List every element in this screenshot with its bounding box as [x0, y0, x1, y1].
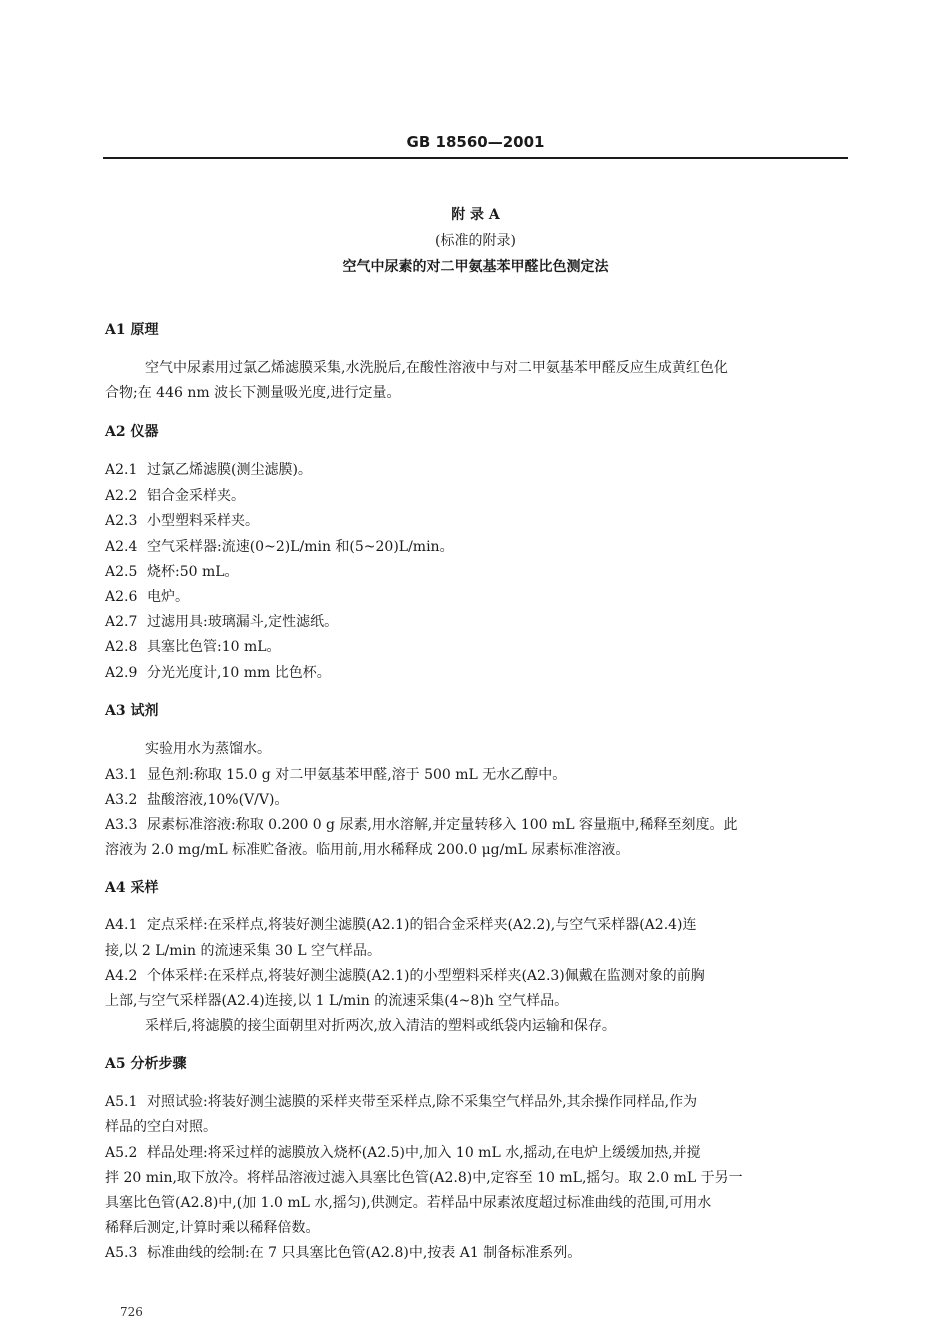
a5-3-line-1: [105, 1246, 581, 1260]
item-text: 铝合金采样夹。: [147, 488, 245, 504]
a2-item: [105, 590, 189, 604]
a3-3-continuation: 溶液为 2.0 mg/mL 标准贮备液。临用前,用水稀释成 200.0 μg/mL 尿素标准溶液。: [105, 842, 630, 858]
a4-after: 采样后,将滤膜的接尘面朝里对折两次,放入清洁的塑料或纸袋内运输和保存。: [145, 1018, 616, 1034]
a2-item: [105, 540, 454, 554]
a4-2-line-1: [105, 969, 705, 983]
a2-item: [105, 489, 245, 503]
a3-intro: 实验用水为蒸馏水。: [145, 741, 271, 757]
a2-item: [105, 463, 312, 477]
item-text: 过氯乙烯滤膜(测尘滤膜)。: [147, 462, 312, 478]
a4-2-line-2: 上部,与空气采样器(A2.4)连接,以 1 L/min 的流速采集(4~8)h 空气样品。: [105, 993, 569, 1009]
a3-item: [105, 818, 737, 832]
a2-item: [105, 514, 259, 528]
item-number: A2.5: [105, 564, 138, 580]
section-heading-a4: A4 采样: [105, 880, 159, 896]
item-number: A2.9: [105, 665, 138, 681]
item-number: A2.6: [105, 589, 138, 605]
item-text: 分光光度计,10 mm 比色杯。: [147, 665, 331, 681]
item-text: 显色剂:称取 15.0 g 对二甲氨基苯甲醛,溶于 500 mL 无水乙醇中。: [147, 767, 567, 783]
a5-2-line-4: 稀释后测定,计算时乘以稀释倍数。: [105, 1220, 320, 1236]
item-number: A5.2: [105, 1145, 138, 1161]
section-heading-a2: A2 仪器: [105, 424, 159, 440]
item-text: 烧杯:50 mL。: [147, 564, 239, 580]
item-number: A2.7: [105, 614, 138, 630]
a2-item: [105, 640, 281, 654]
a3-item: [105, 793, 288, 807]
item-text: 盐酸溶液,10%(V/V)。: [147, 792, 289, 808]
a5-1-line-1: [105, 1095, 697, 1109]
item-number: A3.2: [105, 792, 138, 808]
item-text: 电炉。: [147, 589, 189, 605]
section-heading-a5: A5 分析步骤: [105, 1056, 187, 1072]
item-number: A5.1: [105, 1094, 138, 1110]
item-number: A2.1: [105, 462, 138, 478]
item-number: A2.4: [105, 539, 138, 555]
a5-2-line-1: [105, 1146, 701, 1160]
item-text: 尿素标准溶液:称取 0.200 0 g 尿素,用水溶解,并定量转移入 100 mL 容量瓶中,稀释至刻度。此: [147, 817, 738, 833]
a2-item: [105, 565, 239, 579]
a2-item: [105, 615, 338, 629]
item-number: A5.3: [105, 1245, 138, 1261]
a1-line-1: 空气中尿素用过氯乙烯滤膜采集,水洗脱后,在酸性溶液中与对二甲氨基苯甲醛反应生成黄红色化: [145, 360, 728, 376]
appendix-label: 附 录 A: [451, 207, 500, 223]
a4-1-line-2: 接,以 2 L/min 的流速采集 30 L 空气样品。: [105, 943, 381, 959]
item-text: 过滤用具:玻璃漏斗,定性滤纸。: [147, 614, 339, 630]
a5-2-line-3: 具塞比色管(A2.8)中,(加 1.0 mL 水,摇匀),供测定。若样品中尿素浓度超过标准曲线的范围,可用水: [105, 1195, 712, 1211]
section-heading-a1: A1 原理: [105, 322, 159, 338]
item-number: A2.2: [105, 488, 138, 504]
item-text: 小型塑料采样夹。: [147, 513, 259, 529]
item-text: 样品处理:将采过样的滤膜放入烧杯(A2.5)中,加入 10 mL 水,摇动,在电炉上缓缓加热,并搅: [147, 1145, 701, 1161]
item-number: A2.3: [105, 513, 138, 529]
a5-2-line-2: 拌 20 min,取下放冷。将样品溶液过滤入具塞比色管(A2.8)中,定容至 10 mL,摇匀。取 2.0 mL 于另一: [105, 1170, 743, 1186]
item-text: 空气采样器:流速(0~2)L/min 和(5~20)L/min。: [147, 539, 454, 555]
item-text: 定点采样:在采样点,将装好测尘滤膜(A2.1)的铝合金采样夹(A2.2),与空气采样器(A2.4)连: [147, 917, 697, 933]
item-number: A4.1: [105, 917, 138, 933]
a5-1-line-2: 样品的空白对照。: [105, 1119, 217, 1135]
item-number: A2.8: [105, 639, 138, 655]
a3-item: [105, 768, 566, 782]
header-rule: [103, 157, 848, 159]
item-number: A3.1: [105, 767, 138, 783]
appendix-title: 空气中尿素的对二甲氨基苯甲醛比色测定法: [342, 259, 609, 275]
item-number: A3.3: [105, 817, 138, 833]
item-text: 个体采样:在采样点,将装好测尘滤膜(A2.1)的小型塑料采样夹(A2.3)佩戴在监测对象的前胸: [147, 968, 705, 984]
a2-item: [105, 666, 331, 680]
item-text: 具塞比色管:10 mL。: [147, 639, 281, 655]
item-text: 标准曲线的绘制:在 7 只具塞比色管(A2.8)中,按表 A1 制备标准系列。: [147, 1245, 582, 1261]
page-number: 726: [120, 1305, 143, 1319]
a4-1-line-1: [105, 918, 697, 932]
appendix-note: (标准的附录): [435, 233, 516, 249]
item-number: A4.2: [105, 968, 138, 984]
standard-code: GB 18560—2001: [406, 133, 545, 151]
item-text: 对照试验:将装好测尘滤膜的采样夹带至采样点,除不采集空气样品外,其余操作同样品,作为: [147, 1094, 698, 1110]
section-heading-a3: A3 试剂: [105, 703, 159, 719]
a1-line-2: 合物;在 446 nm 波长下测量吸光度,进行定量。: [105, 385, 401, 401]
